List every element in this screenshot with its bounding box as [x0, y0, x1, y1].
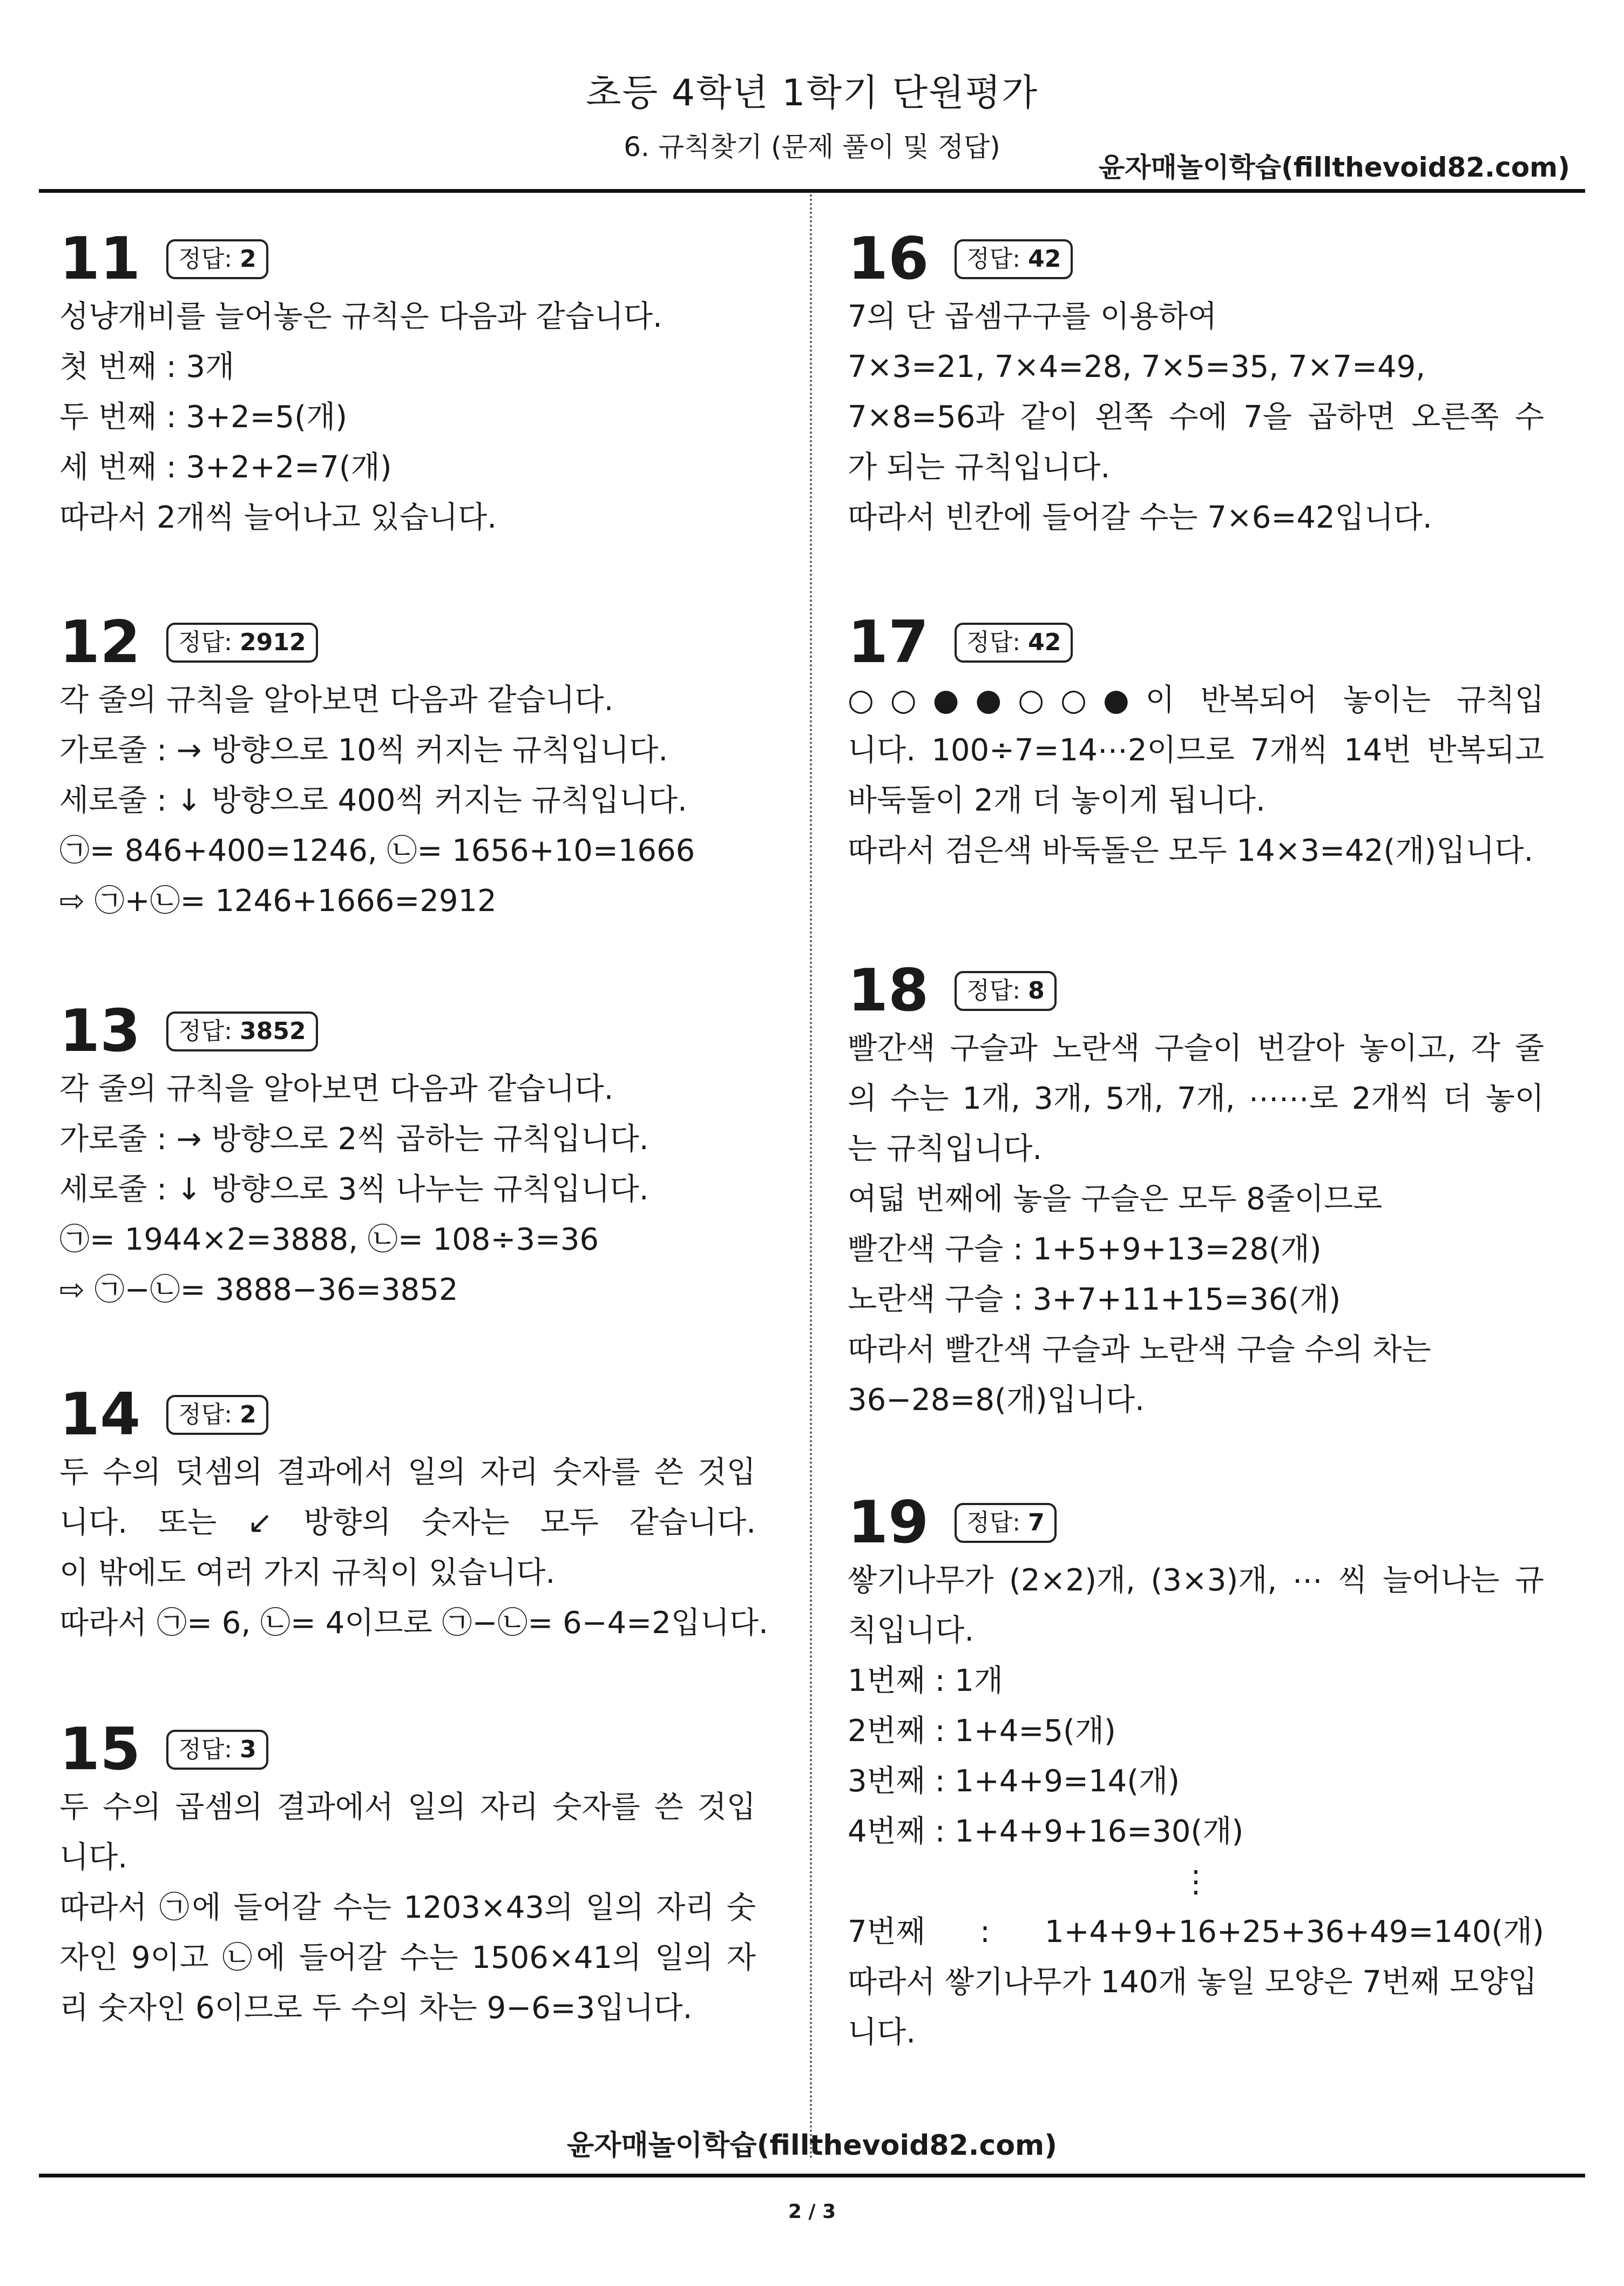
problem-header	[59, 1717, 756, 1782]
answer-badge	[955, 971, 1056, 1011]
page-subtitle: 6. 규칙찾기 (문제 풀이 및 정답)	[624, 131, 1000, 163]
problem-15	[59, 1717, 756, 2033]
solution-line: 첫 번째 : 3개	[59, 349, 235, 385]
solution-line: 세로줄 : ↓ 방향으로 3씩 나누는 규칙입니다.	[59, 1172, 649, 1207]
solution-text	[59, 1064, 756, 1315]
solution-text	[848, 675, 1544, 876]
problem-19	[848, 1491, 1544, 2058]
answer-label: 정답:	[966, 976, 1021, 1004]
problem-header	[59, 227, 756, 292]
answer-label: 정답:	[966, 245, 1021, 273]
solution-text	[848, 1023, 1544, 1425]
solution-line: 따라서 2개씩 늘어나고 있습니다.	[59, 500, 497, 535]
top-rule	[39, 189, 1585, 193]
answer-badge	[166, 239, 268, 280]
problem-header	[848, 959, 1544, 1023]
solution-text	[59, 292, 756, 543]
solution-line: 빨간색 구슬 : 1+5+9+13=28(개)	[848, 1232, 1322, 1267]
column-divider	[810, 194, 812, 2160]
solution-line: 칙입니다.	[848, 1613, 975, 1648]
answer-value: 3852	[240, 1017, 306, 1045]
solution-line: 따라서 ㉠= 6, ㉡= 4이므로 ㉠−㉡= 6−4=2입니다.	[59, 1606, 768, 1641]
problem-number: 19	[848, 1489, 929, 1556]
solution-line: 따라서 빨간색 구슬과 노란색 구슬 수의 차는	[848, 1332, 1431, 1367]
solution-text	[848, 1555, 1544, 2058]
answer-value: 3	[240, 1735, 256, 1763]
problem-header	[848, 1491, 1544, 1555]
solution-line: 따라서 쌓기나무가 140개 놓일 모양은 7번째 모양입	[848, 1965, 1538, 2000]
problem-16	[848, 227, 1544, 543]
solution-line: 쌓기나무가 (2×2)개, (3×3)개, ⋯ 씩 늘어나는 규	[848, 1563, 1544, 1598]
problem-header	[59, 610, 756, 675]
answer-value: 42	[1028, 245, 1061, 273]
solution-line: 여덟 번째에 놓을 구슬은 모두 8줄이므로	[848, 1182, 1383, 1217]
solution-line: 따라서 빈칸에 들어갈 수는 7×6=42입니다.	[848, 500, 1432, 535]
solution-line: 니다.	[59, 1840, 127, 1875]
solution-line: 이 밖에도 여러 가지 규칙이 있습니다.	[59, 1555, 556, 1590]
footer-brand: 윤자매놀이학습(fillthevoid82.com)	[566, 2129, 1057, 2162]
problem-14	[59, 1381, 768, 1648]
solution-line: 36−28=8(개)입니다.	[848, 1383, 1145, 1418]
solution-line: ○○●●○○●이 반복되어 놓이는 규칙입	[848, 683, 1544, 718]
solution-line: 성냥개비를 늘어놓은 규칙은 다음과 같습니다.	[59, 299, 662, 334]
answer-badge	[166, 1730, 268, 1770]
answer-value: 7	[1028, 1508, 1045, 1536]
solution-line: 7×3=21, 7×4=28, 7×5=35, 7×7=49,	[848, 349, 1426, 385]
problem-number: 14	[59, 1381, 141, 1448]
problem-number: 16	[848, 225, 929, 293]
solution-text	[59, 1782, 756, 2033]
page-number: 2 / 3	[788, 2201, 836, 2223]
solution-line: 니다. 또는 ↙ 방향의 숫자는 모두 같습니다.	[59, 1505, 756, 1540]
solution-line: 3번째 : 1+4+9=14(개)	[848, 1764, 1180, 1799]
problem-number: 15	[59, 1716, 141, 1783]
answer-label: 정답:	[178, 245, 233, 273]
answer-badge	[955, 623, 1073, 663]
problem-number: 17	[848, 609, 929, 676]
problem-number: 12	[59, 609, 141, 676]
answer-value: 8	[1028, 976, 1045, 1004]
solution-line: 자인 9이고 ㉡에 들어갈 수는 1506×41의 일의 자	[59, 1940, 756, 1975]
solution-line: 가로줄 : → 방향으로 2씩 곱하는 규칙입니다.	[59, 1122, 649, 1157]
problem-11	[59, 227, 756, 543]
solution-line: 바둑돌이 2개 더 놓이게 됩니다.	[848, 783, 1266, 818]
answer-value: 42	[1028, 628, 1061, 656]
problem-13	[59, 999, 756, 1315]
answer-badge	[166, 1395, 268, 1435]
problem-number: 13	[59, 997, 141, 1065]
answer-badge	[166, 623, 317, 663]
solution-line: 두 수의 곱셈의 결과에서 일의 자리 숫자를 쓴 것입	[59, 1790, 756, 1825]
solution-line: 두 번째 : 3+2=5(개)	[59, 400, 348, 435]
problem-number: 11	[59, 225, 141, 293]
solution-line: 니다.	[848, 2015, 916, 2050]
answer-label: 정답:	[966, 628, 1021, 656]
solution-line: 세로줄 : ↓ 방향으로 400씩 커지는 규칙입니다.	[59, 783, 687, 818]
solution-text	[59, 1447, 768, 1648]
solution-line: ㉠= 846+400=1246, ㉡= 1656+10=1666	[59, 833, 695, 868]
solution-text	[848, 292, 1544, 543]
solution-line: 가 되는 규칙입니다.	[848, 450, 1111, 485]
problem-header	[848, 227, 1544, 292]
solution-line: ㉠= 1944×2=3888, ㉡= 108÷3=36	[59, 1222, 599, 1257]
problem-header	[59, 1383, 756, 1447]
solution-line: 따라서 ㉠에 들어갈 수는 1203×43의 일의 자리 숫	[59, 1890, 756, 1925]
answer-label: 정답:	[178, 1735, 233, 1763]
problem-17	[848, 610, 1544, 876]
answer-badge	[166, 1011, 317, 1052]
solution-line: ⇨ ㉠+㉡= 1246+1666=2912	[59, 884, 497, 919]
solution-line: 는 규칙입니다.	[848, 1131, 1043, 1166]
solution-line: 리 숫자인 6이므로 두 수의 차는 9−6=3입니다.	[59, 1991, 693, 2026]
header-brand: 윤자매놀이학습(fillthevoid82.com)	[1098, 152, 1570, 183]
solution-line: 따라서 검은색 바둑돌은 모두 14×3=42(개)입니다.	[848, 833, 1534, 868]
solution-line: ⇨ ㉠−㉡= 3888−36=3852	[59, 1272, 458, 1307]
solution-line: 각 줄의 규칙을 알아보면 다음과 같습니다.	[59, 1071, 614, 1107]
solution-line: 빨간색 구슬과 노란색 구슬이 번갈아 놓이고, 각 줄	[848, 1031, 1544, 1066]
answer-value: 2912	[240, 628, 306, 656]
solution-line: 노란색 구슬 : 3+7+11+15=36(개)	[848, 1282, 1341, 1317]
problem-12	[59, 610, 756, 926]
problem-header	[59, 999, 756, 1064]
solution-line: 1번째 : 1개	[848, 1663, 1004, 1698]
solution-line: 7의 단 곱셈구구를 이용하여	[848, 299, 1217, 334]
answer-badge	[955, 239, 1073, 280]
solution-line: 니다. 100÷7=14⋯2이므로 7개씩 14번 반복되고	[848, 733, 1544, 768]
answer-value: 2	[240, 245, 256, 273]
answer-label: 정답:	[966, 1508, 1021, 1536]
bottom-rule	[39, 2174, 1585, 2177]
solution-line: 두 수의 덧셈의 결과에서 일의 자리 숫자를 쓴 것입	[59, 1455, 756, 1490]
solution-line: 7×8=56과 같이 왼쪽 수에 7을 곱하면 오른쪽 수	[848, 400, 1544, 435]
answer-label: 정답:	[178, 1017, 233, 1045]
solution-line: 가로줄 : → 방향으로 10씩 커지는 규칙입니다.	[59, 733, 668, 768]
answer-value: 2	[240, 1400, 256, 1428]
solution-text	[59, 675, 756, 926]
solution-line: 각 줄의 규칙을 알아보면 다음과 같습니다.	[59, 683, 614, 718]
solution-line: 4번째 : 1+4+9+16=30(개)	[848, 1814, 1244, 1849]
problem-number: 18	[848, 957, 929, 1024]
answer-label: 정답:	[178, 628, 233, 656]
answer-label: 정답:	[178, 1400, 233, 1428]
problem-header	[848, 610, 1544, 675]
problem-18	[848, 959, 1544, 1425]
solution-line: 7번째 : 1+4+9+16+25+36+49=140(개)	[848, 1914, 1544, 1950]
solution-line: 2번째 : 1+4=5(개)	[848, 1714, 1116, 1749]
solution-line: 세 번째 : 3+2+2=7(개)	[59, 450, 392, 485]
solution-line: 의 수는 1개, 3개, 5개, 7개, ⋯⋯로 2개씩 더 놓이	[848, 1081, 1544, 1116]
solution-line: ⋮	[1181, 1864, 1211, 1899]
page-title: 초등 4학년 1학기 단원평가	[585, 72, 1039, 114]
answer-badge	[955, 1503, 1056, 1543]
